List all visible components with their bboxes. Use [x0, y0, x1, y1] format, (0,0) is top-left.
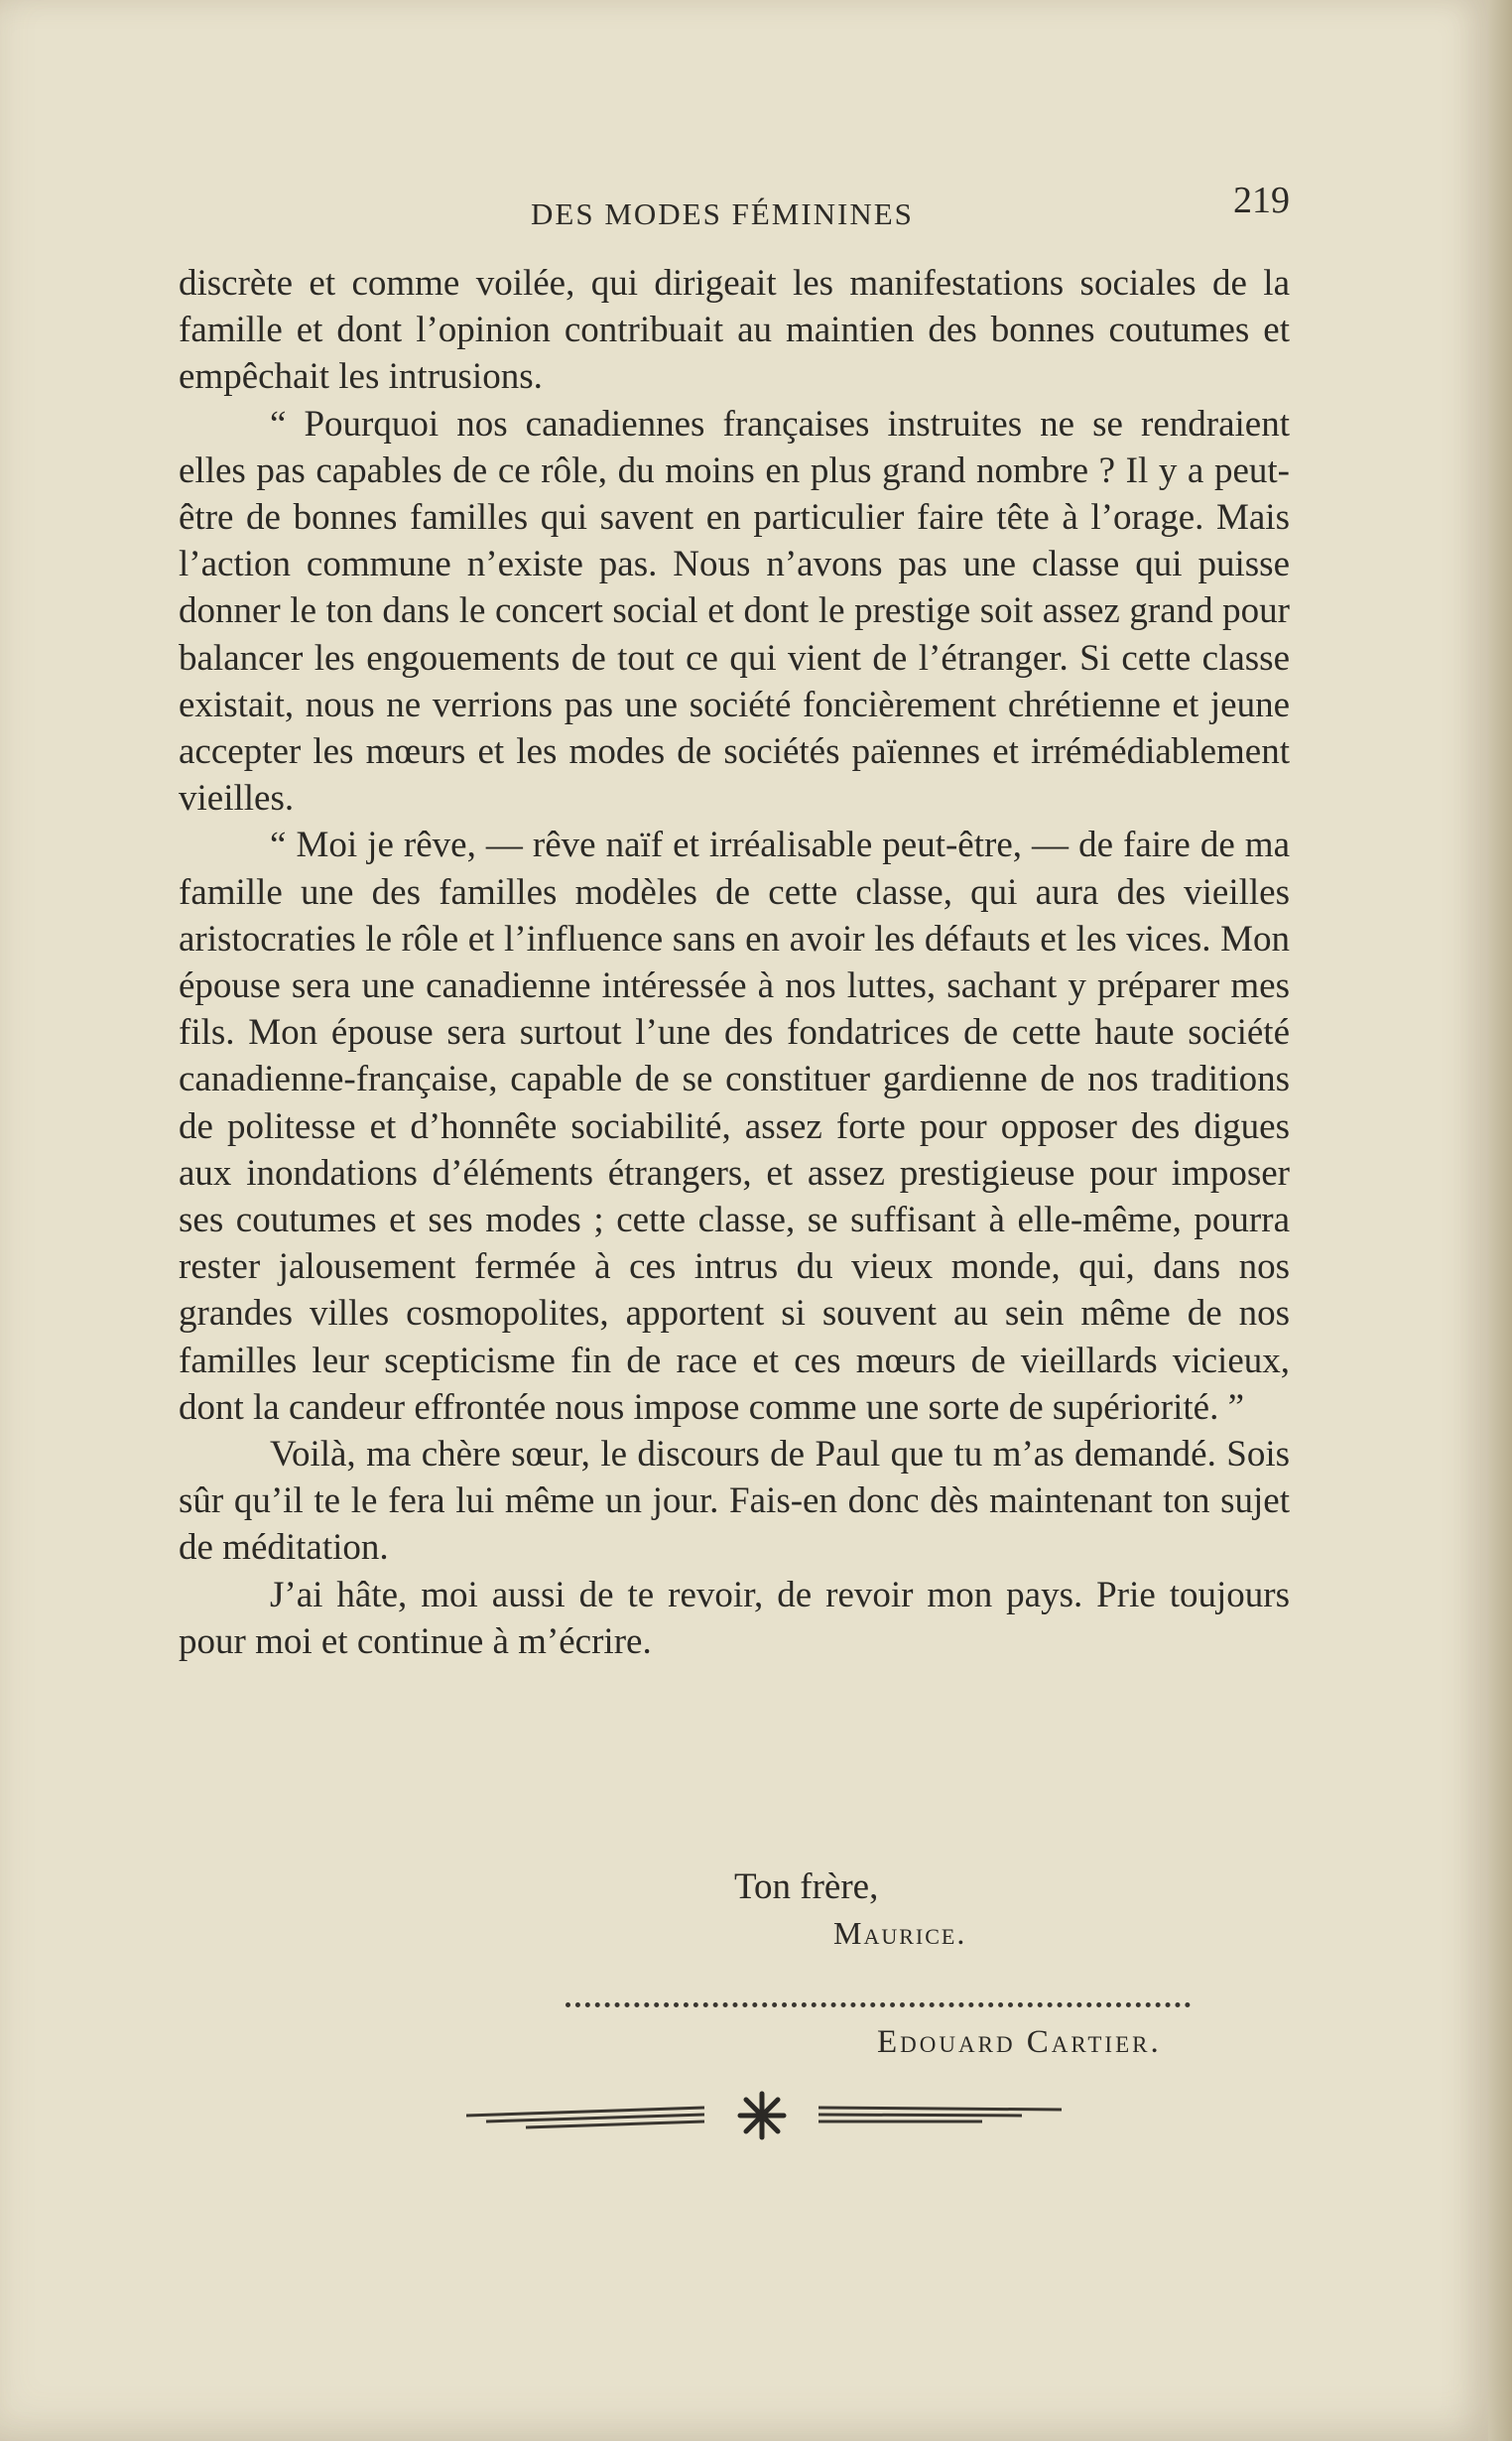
paragraph: “ Pourquoi nos canadiennes françaises instruites ne se rendraient elles pas capables de ce rôle, du moins en plus grand nombre ? Il y a peut-être de bonnes familles qui savent en particulier faire tête à l’orage. Mais l’action commune n’existe pas. Nous n’avons pas une classe qui puisse donner le ton dans le concert social et dont le prestige soit assez grand pour balancer les engouements de tout ce qui vient de l’étranger. Si cette classe existait, nous ne verrions pas une société foncièrement chrétienne et jeune accepter les mœurs et les modes de sociétés païennes et irrémédiablement vieilles. [179, 403, 1290, 820]
running-head: DES MODES FÉMININES [531, 196, 914, 231]
page-number: 219 [1233, 180, 1290, 221]
paragraph: “ Moi je rêve, — rêve naïf et irréalisable peut-être, — de faire de ma famille une des familles modèles de cette classe, qui aura des vieilles aristocraties le rôle et l’influence sans en avoir les défauts et les vices. Mon épouse sera une canadienne intéressée à nos luttes, sachant y préparer mes fils. Mon épouse sera surtout l’une des fondatrices de cette haute société canadienne-française, capable de se constituer gardienne de nos traditions de politesse et d’honnête sociabilité, assez forte pour opposer des digues aux inondations d’éléments étrangers, et assez prestigieuse pour imposer ses coutumes et ses modes ; cette classe, se suffisant à elle-même, pourra rester jalousement fermée à ces intrus du vieux monde, qui, dans nos grandes villes cosmopolites, apportent si souvent au sein même de nos familles leur scepticisme fin de race et ces mœurs de vieillards vicieux, dont la candeur effrontée nous impose comme une sorte de supériorité. ” [179, 825, 1290, 1428]
ornament-divider [466, 2086, 1062, 2145]
letter-signoff [0, 1865, 1512, 1951]
paragraph: Voilà, ma chère sœur, le discours de Paul que tu m’as demandé. Sois sûr qu’il te le fera lui même un jour. Fais-en donc dès maintenant ton sujet de méditation. [179, 1434, 1290, 1569]
signature: Maurice. [833, 1915, 967, 1951]
page-edge [1488, 0, 1512, 2441]
page-header [179, 179, 1290, 238]
paragraph: J’ai hâte, moi aussi de te revoir, de revoir mon pays. Prie toujours pour moi et continue à m’écrire. [179, 1574, 1290, 1662]
closing-line: Ton frère, [734, 1866, 879, 1907]
asterism-icon [740, 2094, 784, 2137]
dotted-rule [566, 2002, 1191, 2013]
body-text [179, 260, 1290, 1665]
paragraph: discrète et comme voilée, qui dirigeait les manifestations sociales de la famille et dont l’opinion contribuait au maintien des bonnes coutumes et empêchait les intrusions. [179, 263, 1290, 398]
author-name: Edouard Cartier. [877, 2024, 1162, 2060]
